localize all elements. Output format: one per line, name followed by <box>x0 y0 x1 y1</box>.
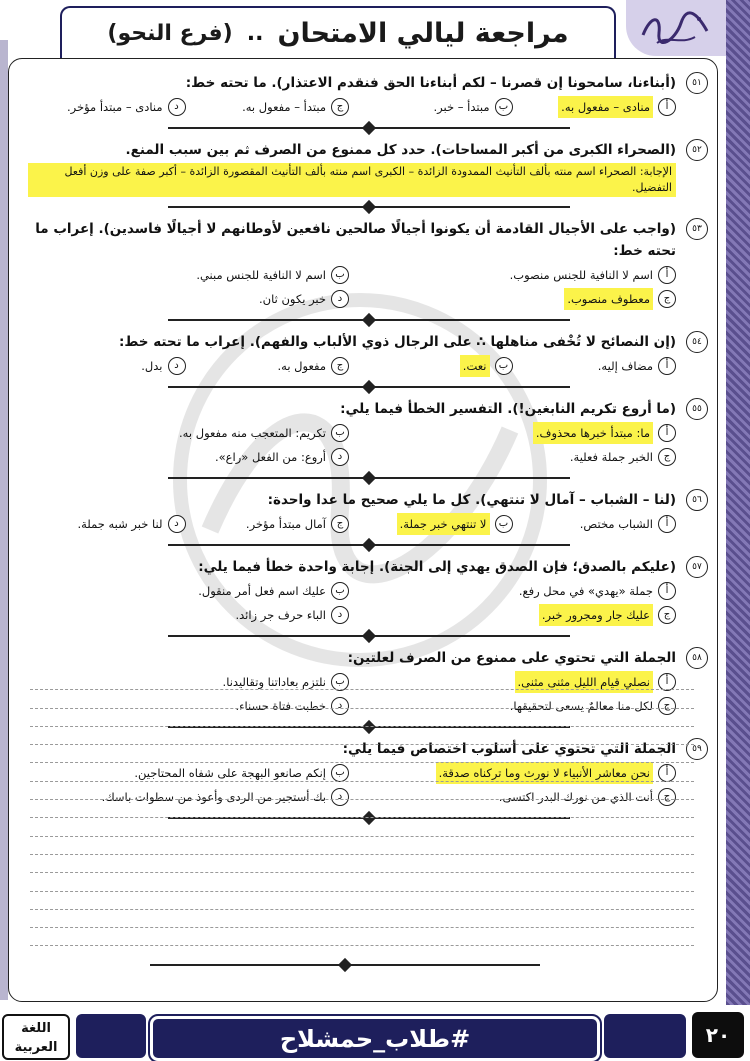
question-number: ٥٥ <box>686 398 708 420</box>
option-letter: د <box>168 357 186 375</box>
option-text: لنا خبر شبه جملة. <box>77 517 163 531</box>
question-text: (أبناءنا، سامحونا إن قصرنا – لكم أبناءنا الحق فنقدم الاعتذار). ما تحته خط: <box>185 75 676 91</box>
option-text: أروع: من الفعل «راع». <box>214 450 326 464</box>
answer-option[interactable] <box>28 513 186 535</box>
option-letter: أ <box>658 673 676 691</box>
question-text: (عليكم بالصدق؛ فإن الصدق يهدي إلى الجنة). إجابة واحدة خطأ فيما يلي: <box>198 559 676 575</box>
option-text: نلتزم بعاداتنا وتقاليدنا. <box>222 675 326 689</box>
option-letter: ب <box>331 424 349 442</box>
option-text: مفعول به. <box>277 359 326 373</box>
option-text: مضاف إليه. <box>597 359 653 373</box>
branch-label: (فرع النحو) <box>107 20 233 46</box>
option-text: منادى – مبتدأ مؤخر. <box>66 100 163 114</box>
page-number: ٢٠ <box>692 1012 744 1058</box>
option-text: آمال مبتدأ مؤخر. <box>245 517 326 531</box>
subject-line-1: اللغة <box>21 1021 51 1036</box>
option-text-highlighted: ما: مبتدأ خبرها محذوف. <box>533 422 653 444</box>
writing-line[interactable] <box>30 763 694 781</box>
options-list <box>28 355 676 377</box>
option-letter: د <box>331 606 349 624</box>
option-text: الشباب مختص. <box>579 517 653 531</box>
section-divider <box>28 471 710 485</box>
answer-option[interactable] <box>519 355 677 377</box>
question-block <box>28 489 710 535</box>
writing-line[interactable] <box>30 800 694 818</box>
option-text-highlighted: معطوف منصوب. <box>564 288 653 310</box>
option-letter: ب <box>331 266 349 284</box>
writing-line[interactable] <box>30 745 694 763</box>
answer-option[interactable] <box>28 422 349 444</box>
option-letter: ب <box>495 98 513 116</box>
option-letter: د <box>331 697 349 715</box>
option-letter: د <box>168 515 186 533</box>
section-divider <box>28 629 710 643</box>
question-number: ٥٢ <box>686 139 708 161</box>
option-letter: ج <box>658 788 676 806</box>
option-letter: أ <box>658 424 676 442</box>
bottom-divider <box>150 958 540 972</box>
question-text: الجملة التي تحتوي على أسلوب اختصاص فيما يلي: <box>342 741 676 757</box>
option-letter: ب <box>495 515 513 533</box>
answer-option[interactable] <box>355 446 676 468</box>
writing-line[interactable] <box>30 709 694 727</box>
options-list <box>28 513 676 535</box>
page-title: مراجعة ليالي الامتحان <box>277 17 569 49</box>
option-text-highlighted: نصلي قيام الليل مثنى مثنى. <box>515 671 654 693</box>
answer-option[interactable] <box>355 96 513 118</box>
option-text: مبتدأ – مفعول به. <box>242 100 326 114</box>
option-letter: د <box>331 290 349 308</box>
option-text: جملة «يهدي» في محل رفع. <box>518 584 653 598</box>
option-letter: ج <box>658 606 676 624</box>
answer-option[interactable] <box>28 604 349 626</box>
answer-option[interactable] <box>192 513 350 535</box>
option-letter: ب <box>331 582 349 600</box>
option-text: الخبر جملة فعلية. <box>569 450 653 464</box>
option-text: خطبت فتاة حسناء. <box>235 699 326 713</box>
writing-line[interactable] <box>30 672 694 690</box>
page-header <box>60 6 616 58</box>
option-letter: ج <box>658 697 676 715</box>
writing-line[interactable] <box>30 782 694 800</box>
option-letter: ج <box>331 515 349 533</box>
option-text: أنت الذي من نورك البدر اكتسى. <box>498 790 653 804</box>
question-block <box>28 331 710 377</box>
signature-icon <box>637 5 715 51</box>
answer-option[interactable] <box>28 446 349 468</box>
question-number: ٥٨ <box>686 647 708 669</box>
option-letter: ج <box>658 448 676 466</box>
question-text: (ما أروع تكريم النابغين!). التفسير الخطأ فيما يلي: <box>340 401 676 417</box>
option-text: تكريم: المتعجب منه مفعول به. <box>179 426 326 440</box>
option-letter: د <box>168 98 186 116</box>
question-block <box>28 72 710 118</box>
answer-option[interactable] <box>355 580 676 602</box>
section-divider <box>28 313 710 327</box>
option-letter: ب <box>331 673 349 691</box>
writing-line[interactable] <box>30 910 694 928</box>
option-text-highlighted: نعت. <box>460 355 490 377</box>
option-text: بدل. <box>141 359 163 373</box>
question-number: ٥٦ <box>686 489 708 511</box>
option-text: الباء حرف جر زائد. <box>235 608 326 622</box>
writing-line[interactable] <box>30 873 694 891</box>
question-number: ٥٤ <box>686 331 708 353</box>
option-text-highlighted: عليك جار ومجرور خبر. <box>539 604 653 626</box>
writing-line[interactable] <box>30 818 694 836</box>
answer-option[interactable] <box>192 355 350 377</box>
question-number: ٥٩ <box>686 738 708 760</box>
decorative-left-strip <box>0 40 8 1000</box>
option-text: اسم لا النافية للجنس منصوب. <box>509 268 653 282</box>
option-text-highlighted: منادى – مفعول به. <box>558 96 653 118</box>
question-text: (إن النصائح لا تُخْفى مناهلها ∴ على الرجال ذوي الألباب والفهم). إعراب ما تحته خط: <box>118 334 676 350</box>
answer-option[interactable] <box>519 96 677 118</box>
writing-line[interactable] <box>30 837 694 855</box>
question-block <box>28 139 710 197</box>
option-letter: ب <box>331 764 349 782</box>
writing-line[interactable] <box>30 855 694 873</box>
answer-option[interactable] <box>355 355 513 377</box>
question-number: ٥٣ <box>686 218 708 240</box>
option-text-highlighted: لا تنتهي خبر جملة. <box>397 513 490 535</box>
option-letter: أ <box>658 357 676 375</box>
answer-option[interactable] <box>28 580 349 602</box>
option-text: مبتدأ – خبر. <box>433 100 490 114</box>
option-letter: د <box>331 788 349 806</box>
option-text-highlighted: نحن معاشر الأنبياء لا نورث وما تركناه صدقة. <box>436 762 653 784</box>
question-block <box>28 218 710 310</box>
options-list <box>28 580 676 626</box>
option-text: اسم لا النافية للجنس مبني. <box>196 268 326 282</box>
answer-option[interactable] <box>28 264 349 286</box>
question-text: (واجب على الأجيال القادمة أن يكونوا أجيالًا صالحين نافعين لأوطانهم لا أجيالًا فاسدين). إعراب ما تحته خط: <box>35 221 676 259</box>
answer-option[interactable] <box>355 513 513 535</box>
answer-option[interactable] <box>28 96 186 118</box>
option-letter: أ <box>658 764 676 782</box>
answer-option[interactable] <box>519 513 677 535</box>
section-divider <box>28 380 710 394</box>
question-number: ٥١ <box>686 72 708 94</box>
answer-option[interactable] <box>192 96 350 118</box>
option-letter: أ <box>658 582 676 600</box>
subject-label <box>2 1014 70 1060</box>
writing-line[interactable] <box>30 892 694 910</box>
question-block <box>28 556 710 626</box>
subject-line-2: العربية <box>14 1040 58 1055</box>
options-list <box>28 264 676 310</box>
question-text: (الصحراء الكبرى من أكبر المساحات). حدد كل ممنوع من الصرف ثم بين سبب المنع. <box>125 142 676 158</box>
section-divider <box>28 121 710 135</box>
option-letter: ج <box>331 357 349 375</box>
option-letter: أ <box>658 98 676 116</box>
section-divider <box>28 200 710 214</box>
author-signature-logo <box>626 0 726 56</box>
option-text: خبر يكون ثان. <box>259 292 326 306</box>
answer-option[interactable] <box>355 604 676 626</box>
writing-line[interactable] <box>30 690 694 708</box>
page-footer <box>0 1010 750 1061</box>
answer-option[interactable] <box>355 422 676 444</box>
hashtag-banner: #طلاب_حمشلاح <box>150 1016 600 1061</box>
question-text: (لنا – الشباب – آمال لا تنتهي). كل ما يلي صحيح ما عدا واحدة: <box>267 492 676 508</box>
question-block <box>28 398 710 468</box>
section-divider <box>28 538 710 552</box>
title-separator: .. <box>246 20 264 46</box>
answer-option[interactable] <box>355 288 676 310</box>
option-letter: أ <box>658 266 676 284</box>
option-text: عليك اسم فعل أمر منقول. <box>198 584 326 598</box>
option-letter: أ <box>658 515 676 533</box>
writing-line[interactable] <box>30 928 694 946</box>
options-list <box>28 422 676 468</box>
option-text: لكل منا معالمٌ يسعى لتحقيقها. <box>509 699 653 713</box>
option-letter: ج <box>658 290 676 308</box>
question-text: الجملة التي تحتوي على ممنوع من الصرف لعلتين: <box>347 650 676 666</box>
answer-option[interactable] <box>28 288 349 310</box>
answer-option[interactable] <box>28 355 186 377</box>
model-answer: الإجابة: الصحراء اسم منته بألف التأنيث الممدودة الزائدة – الكبرى اسم منته بألف التأنيث المقصورة الزائدة – أكبر صفة على وزن أفعل التفضيل. <box>28 163 676 197</box>
answer-writing-lines <box>30 672 694 946</box>
question-number: ٥٧ <box>686 556 708 578</box>
writing-line[interactable] <box>30 727 694 745</box>
footer-bar-left <box>76 1014 146 1058</box>
options-list <box>28 96 676 118</box>
option-letter: ج <box>331 98 349 116</box>
option-text: بك أستجير من الردى وأعوذ من سطوات باسك. <box>101 790 326 804</box>
answer-option[interactable] <box>355 264 676 286</box>
option-text: إنكم صانعو البهجة على شفاه المحتاجين. <box>134 766 326 780</box>
decorative-side-strip <box>726 0 750 1005</box>
option-letter: د <box>331 448 349 466</box>
footer-bar-right <box>604 1014 686 1058</box>
option-letter: ب <box>495 357 513 375</box>
